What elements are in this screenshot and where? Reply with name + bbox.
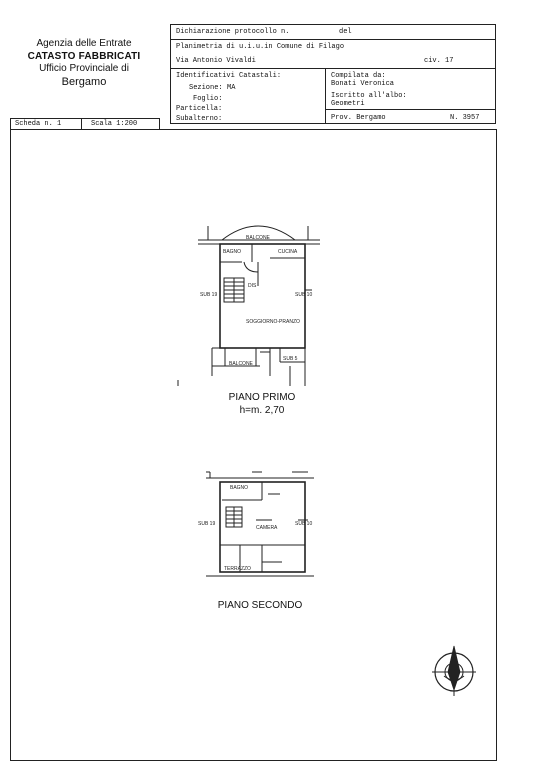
room-cucina: CUCINA bbox=[278, 249, 298, 255]
del-label: del bbox=[339, 28, 352, 36]
label-sub5: SUB 5 bbox=[283, 356, 298, 362]
room-dis: DIS bbox=[248, 283, 257, 289]
scheda-label: Scheda n. 1 bbox=[15, 120, 62, 128]
address-text: Via Antonio Vivaldi bbox=[176, 57, 256, 65]
agency-name: Agenzia delle Entrate bbox=[36, 38, 132, 49]
catasto-title: CATASTO FABBRICATI bbox=[27, 50, 141, 62]
label-sub19-secondo: SUB 19 bbox=[198, 521, 216, 527]
iscritto-value: Geometri bbox=[331, 100, 365, 108]
foglio-label: Foglio: bbox=[193, 95, 223, 103]
label-sub10-secondo: SUB 10 bbox=[295, 521, 313, 527]
particella-label: Particella: bbox=[176, 105, 223, 113]
room-bagno-secondo: BAGNO bbox=[230, 485, 249, 491]
room-balcone-top: BALCONE bbox=[246, 235, 270, 241]
room-terrazzo: TERRAZZO bbox=[224, 566, 251, 572]
identificativi-label: Identificativi Catastali: bbox=[176, 72, 282, 80]
province: Prov. Bergamo bbox=[331, 114, 386, 122]
subalterno-label: Subalterno: bbox=[176, 115, 223, 123]
scala-label: Scala 1:200 bbox=[91, 120, 138, 128]
room-camera: CAMERA bbox=[256, 525, 278, 531]
sezione-value: MA bbox=[227, 84, 236, 92]
dichiarazione-label: Dichiarazione protocollo n. bbox=[176, 28, 290, 36]
piano-primo-title: PIANO PRIMO bbox=[228, 392, 296, 403]
piano-secondo-title: PIANO SECONDO bbox=[217, 600, 303, 611]
office-label: Ufficio Provinciale di bbox=[39, 63, 129, 74]
label-sub10-primo: SUB 10 bbox=[295, 292, 313, 298]
iscritto-label: Iscritto all'albo: bbox=[331, 92, 407, 100]
planimetria-text: Planimetria di u.i.u.in Comune di Filago bbox=[176, 43, 345, 51]
north-arrow-icon bbox=[432, 646, 476, 696]
piano-primo-height: h=m. 2,70 bbox=[239, 405, 285, 416]
civic-number: civ. 17 bbox=[424, 57, 454, 65]
label-sub19-primo: SUB 19 bbox=[200, 292, 218, 298]
registration-number: N. 3957 bbox=[450, 114, 480, 122]
room-balcone-bottom: BALCONE bbox=[229, 361, 253, 367]
compilata-label: Compilata da: bbox=[331, 72, 386, 80]
office-city: Bergamo bbox=[61, 75, 107, 88]
room-bagno-primo: BAGNO bbox=[223, 249, 242, 255]
compilata-value: Bonati Veronica bbox=[331, 80, 395, 88]
sezione-label: Sezione: bbox=[189, 84, 223, 92]
apartment-outline bbox=[220, 244, 305, 348]
room-soggiorno-pranzo: SOGGIORNO-PRANZO bbox=[246, 319, 300, 325]
